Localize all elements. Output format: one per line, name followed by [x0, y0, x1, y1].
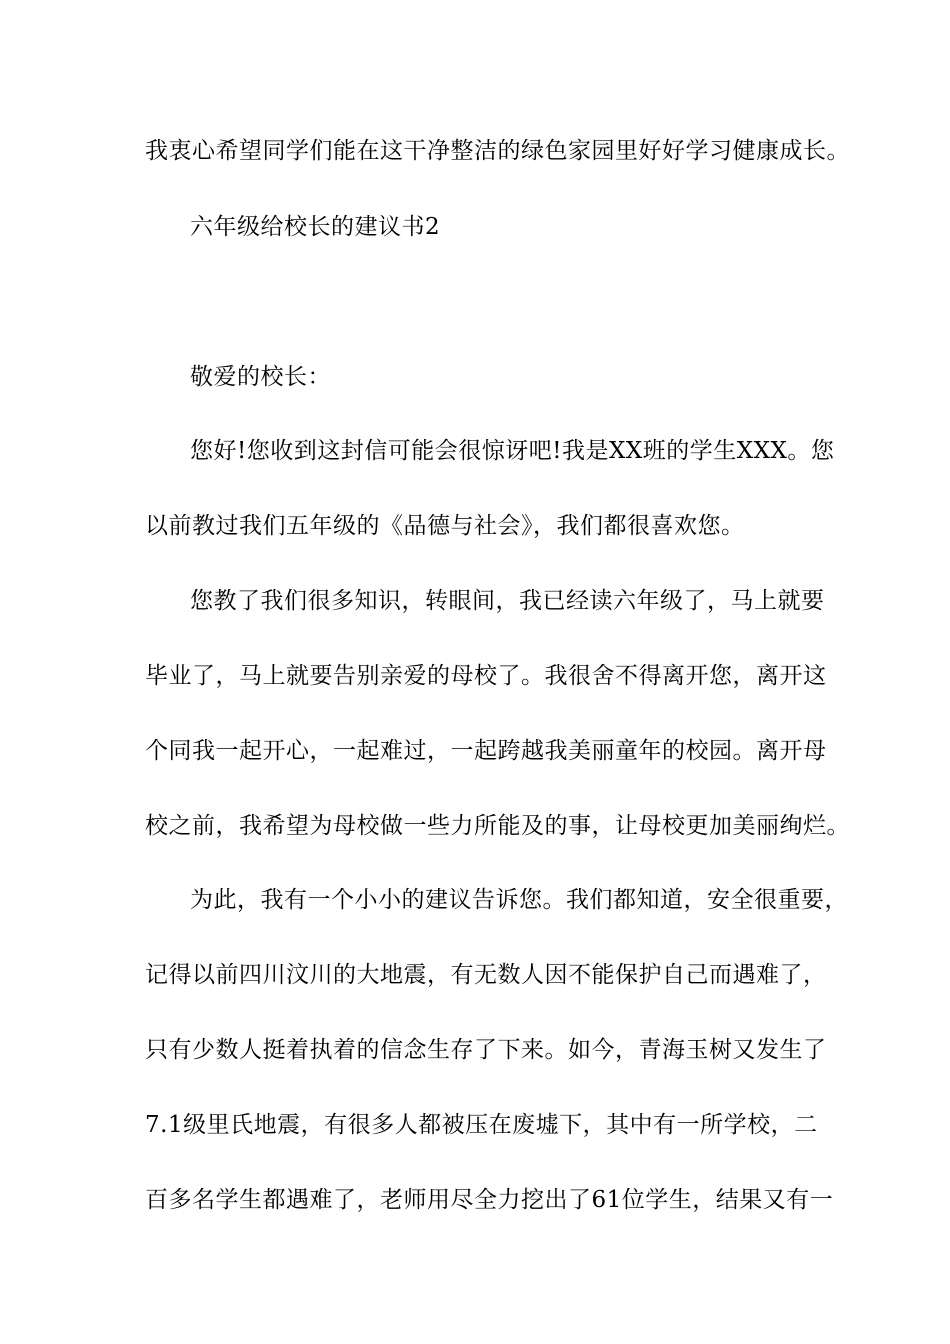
paragraph-line: 个同我一起开心，一起难过，一起跨越我美丽童年的校园。离开母 [145, 738, 827, 764]
paragraph-line: 以前教过我们五年级的《品德与社会》，我们都很喜欢您。 [145, 513, 745, 539]
paragraph-line: 7.1级里氏地震，有很多人都被压在废墟下，其中有一所学校，二 [145, 1112, 818, 1138]
paragraph-line: 您好!您收到这封信可能会很惊讶吧!我是XX班的学生XXX。您 [190, 438, 835, 464]
salutation: 敬爱的校长： [190, 364, 331, 390]
paragraph-line: 您教了我们很多知识，转眼间，我已经读六年级了，马上就要 [190, 588, 825, 614]
section-heading: 六年级给校长的建议书2 [190, 214, 441, 240]
paragraph-line: 记得以前四川汶川的大地震，有无数人因不能保护自己而遇难了， [145, 962, 827, 988]
paragraph-line: 校之前，我希望为母校做一些力所能及的事，让母校更加美丽绚烂。 [145, 813, 850, 839]
paragraph-line: 毕业了，马上就要告别亲爱的母校了。我很舍不得离开您，离开这 [145, 663, 827, 689]
paragraph-line: 为此，我有一个小小的建议告诉您。我们都知道，安全很重要， [190, 887, 848, 913]
paragraph-line: 我衷心希望同学们能在这干净整洁的绿色家园里好好学习健康成长。 [145, 138, 850, 164]
paragraph-line: 百多名学生都遇难了，老师用尽全力挖出了61位学生，结果又有一 [145, 1187, 834, 1213]
paragraph-line: 只有少数人挺着执着的信念生存了下来。如今，青海玉树又发生了 [145, 1037, 827, 1063]
